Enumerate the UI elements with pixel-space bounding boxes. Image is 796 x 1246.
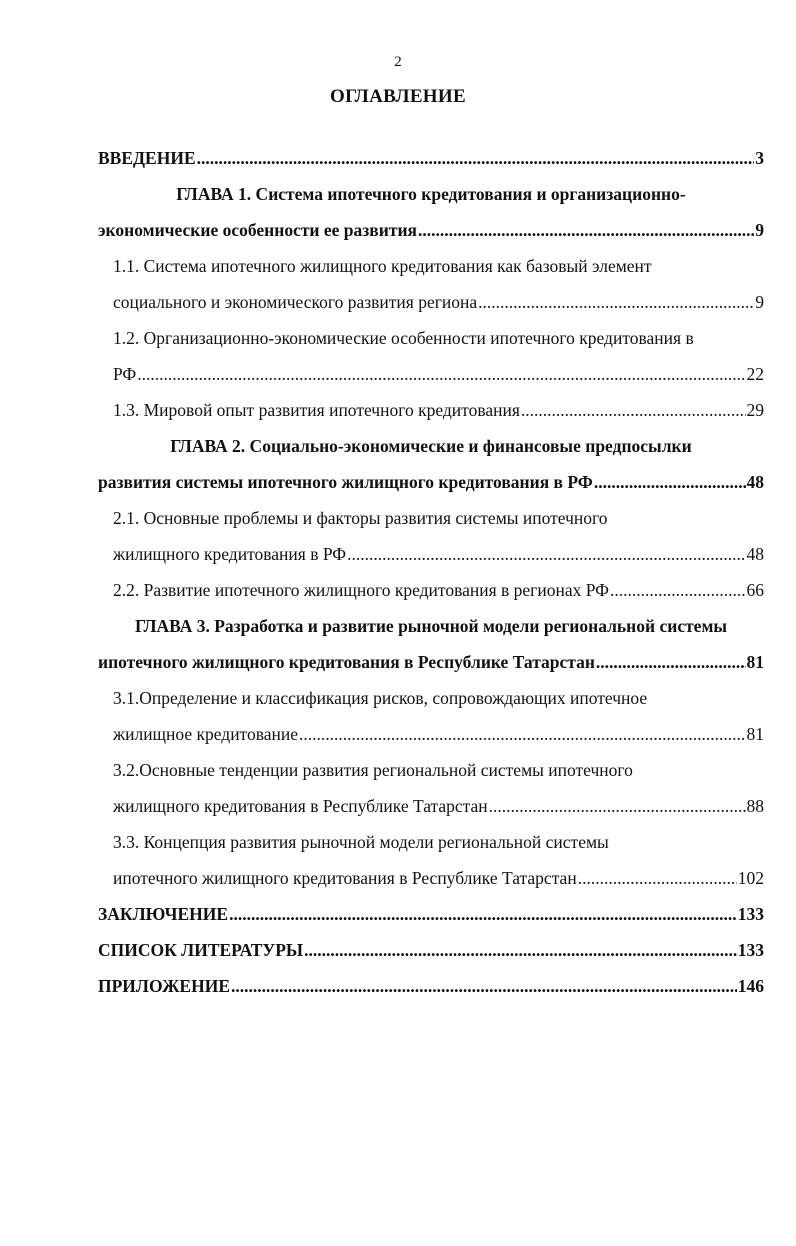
toc-leader-dots <box>489 788 746 824</box>
toc-page-number: 88 <box>746 796 764 816</box>
toc-entry-text: ЗАКЛЮЧЕНИЕ <box>98 904 229 924</box>
toc-entry-text: ВВЕДЕНИЕ <box>98 148 196 168</box>
toc-page-number: 3 <box>755 148 764 168</box>
toc-entry-appendix[interactable] <box>98 968 764 1004</box>
table-of-contents <box>98 140 764 1004</box>
toc-entry-text: ПРИЛОЖЕНИЕ <box>98 976 231 996</box>
toc-leader-dots <box>299 716 745 752</box>
toc-section-2-1-line2[interactable] <box>98 536 764 572</box>
toc-section-1-1-line2[interactable] <box>98 284 764 320</box>
toc-section-3-1-line2[interactable] <box>98 716 764 752</box>
toc-leader-dots <box>229 896 737 932</box>
toc-entry-conclusion[interactable] <box>98 896 764 932</box>
toc-section-3-1-line1[interactable]: 3.1.Определение и классификация рисков, сопровождающих ипотечное <box>113 688 648 708</box>
toc-page-number: 146 <box>737 976 764 996</box>
toc-section-3-3-line1[interactable]: 3.3. Концепция развития рыночной модели региональной системы <box>113 832 609 852</box>
toc-chapter-3-heading-cont[interactable] <box>98 644 764 680</box>
toc-entry-text: ипотечного жилищного кредитования в Республике Татарстан <box>98 652 595 672</box>
toc-page-number: 66 <box>746 580 764 600</box>
toc-section-1-2-line1[interactable]: 1.2. Организационно-экономические особенности ипотечного кредитования в <box>113 328 694 348</box>
toc-page-number: 29 <box>746 400 764 420</box>
toc-leader-dots <box>594 464 746 500</box>
toc-page-number: 133 <box>737 904 764 924</box>
toc-entry-text: жилищное кредитование <box>113 724 299 744</box>
toc-entry-introduction[interactable] <box>98 140 764 176</box>
toc-leader-dots <box>610 572 746 608</box>
toc-entry-text: СПИСОК ЛИТЕРАТУРЫ <box>98 940 304 960</box>
toc-page-number: 81 <box>746 724 764 744</box>
toc-section-2-1-line1[interactable]: 2.1. Основные проблемы и факторы развития системы ипотечного <box>113 508 608 528</box>
toc-entry-text: ипотечного жилищного кредитования в Республике Татарстан <box>113 868 577 888</box>
toc-leader-dots <box>521 392 746 428</box>
toc-leader-dots <box>418 212 754 248</box>
toc-page-number: 48 <box>746 544 764 564</box>
toc-page-number: 81 <box>746 652 764 672</box>
toc-entry-text: 1.3. Мировой опыт развития ипотечного кредитования <box>113 400 520 420</box>
toc-section-3-2-line2[interactable] <box>98 788 764 824</box>
toc-chapter-3-heading[interactable]: ГЛАВА 3. Разработка и развитие рыночной модели региональной системы <box>134 616 728 636</box>
toc-page-number: 102 <box>737 868 764 888</box>
toc-page-number: 133 <box>737 940 764 960</box>
page-title: ОГЛАВЛЕНИЕ <box>330 86 466 107</box>
toc-leader-dots <box>197 140 755 176</box>
toc-entry-text: экономические особенности ее развития <box>98 220 417 240</box>
page-number: 2 <box>394 54 402 70</box>
toc-entry-text: развития системы ипотечного жилищного кредитования в РФ <box>98 472 593 492</box>
toc-section-2-2[interactable] <box>98 572 764 608</box>
toc-section-1-3[interactable] <box>98 392 764 428</box>
toc-entry-text: социального и экономического развития региона <box>113 292 478 312</box>
toc-page-number: 9 <box>755 292 764 312</box>
toc-leader-dots <box>596 644 746 680</box>
toc-chapter-1-heading-cont[interactable] <box>98 212 764 248</box>
toc-entry-text: РФ <box>113 364 137 384</box>
toc-entry-text: 2.2. Развитие ипотечного жилищного кредитования в регионах РФ <box>113 580 609 600</box>
toc-page-number: 48 <box>746 472 764 492</box>
toc-leader-dots <box>578 860 737 896</box>
toc-leader-dots <box>478 284 754 320</box>
toc-leader-dots <box>137 356 745 392</box>
toc-leader-dots <box>347 536 745 572</box>
toc-page-number: 22 <box>746 364 764 384</box>
toc-leader-dots <box>304 932 737 968</box>
toc-leader-dots <box>231 968 737 1004</box>
toc-entry-references[interactable] <box>98 932 764 968</box>
toc-section-3-3-line2[interactable] <box>98 860 764 896</box>
toc-page-number: 9 <box>755 220 764 240</box>
toc-section-3-2-line1[interactable]: 3.2.Основные тенденции развития региональной системы ипотечного <box>113 760 633 780</box>
toc-chapter-1-heading[interactable]: ГЛАВА 1. Система ипотечного кредитования и организационно- <box>176 184 686 204</box>
toc-entry-text: жилищного кредитования в РФ <box>113 544 347 564</box>
toc-section-1-2-line2[interactable] <box>98 356 764 392</box>
toc-chapter-2-heading-cont[interactable] <box>98 464 764 500</box>
toc-chapter-2-heading[interactable]: ГЛАВА 2. Социально-экономические и финансовые предпосылки <box>170 436 692 456</box>
toc-entry-text: жилищного кредитования в Республике Татарстан <box>113 796 488 816</box>
toc-section-1-1-line1[interactable]: 1.1. Система ипотечного жилищного кредитования как базовый элемент <box>113 256 652 276</box>
